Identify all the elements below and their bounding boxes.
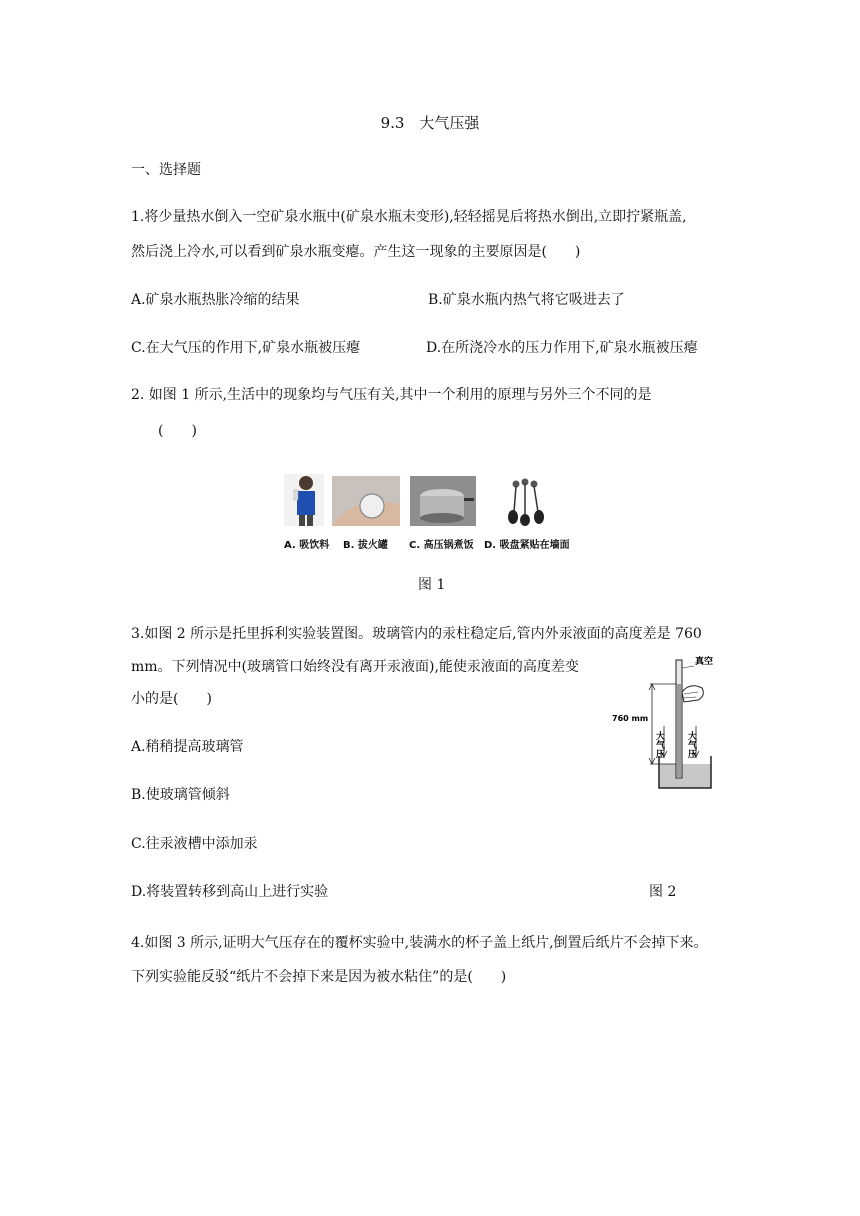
q3-option-d: D.将装置转移到高山上进行实验 <box>131 884 329 900</box>
q1-option-d: D.在所浇冷水的压力作用下,矿泉水瓶被压瘪 <box>426 340 698 356</box>
figure-2-torricelli-diagram <box>612 652 718 796</box>
q4-stem-line1: 4.如图 3 所示,证明大气压存在的覆杯实验中,装满水的杯子盖上纸片,倒置后纸片不会掉下来。 <box>131 935 708 951</box>
pressure-label-outside: 大气压 <box>686 731 696 758</box>
q1-stem-line2: 然后浇上冷水,可以看到矿泉水瓶变瘪。产生这一现象的主要原因是( ) <box>131 244 581 260</box>
page-title: 9.3 大气压强 <box>380 114 480 132</box>
section-heading: 一、选择题 <box>131 162 201 178</box>
figure-1-label-a: A. 吸饮料 <box>284 540 330 551</box>
q1-option-a: A.矿泉水瓶热胀冷缩的结果 <box>131 292 300 308</box>
q3-option-c: C.往汞液槽中添加汞 <box>131 836 258 852</box>
pressure-label-inside: 大气压 <box>654 731 664 758</box>
height-label: 760 mm <box>612 714 649 723</box>
q3-stem-line3: 小的是( ) <box>131 691 212 707</box>
q4-stem-line2: 下列实验能反驳“纸片不会掉下来是因为被水粘住”的是( ) <box>131 969 507 985</box>
photo-pressure-cooker-icon <box>410 476 476 526</box>
figure-1-label-c: C. 高压锅煮饭 <box>409 540 474 551</box>
figure-1-label-d: D. 吸盘紧贴在墙面 <box>484 540 570 551</box>
photo-suction-hooks-icon <box>484 476 580 526</box>
q3-option-a: A.稍稍提高玻璃管 <box>131 739 244 755</box>
figure-2-caption: 图 2 <box>649 884 677 900</box>
q3-stem-line2: mm。下列情况中(玻璃管口始终没有离开汞液面),能使汞液面的高度差变 <box>131 659 579 675</box>
photo-drinking-icon <box>284 474 324 526</box>
figure-1-label-b: B. 拔火罐 <box>343 540 388 551</box>
q2-stem-line2: ( ) <box>158 423 197 439</box>
q3-stem-line1: 3.如图 2 所示是托里拆利实验装置图。玻璃管内的汞柱稳定后,管内外汞液面的高度差是 760 <box>131 626 702 642</box>
photo-cupping-icon <box>332 476 400 526</box>
q1-stem-line1: 1.将少量热水倒入一空矿泉水瓶中(矿泉水瓶未变形),轻轻摇晃后将热水倒出,立即拧紧瓶盖, <box>131 209 687 225</box>
q3-option-b: B.使玻璃管倾斜 <box>131 787 230 803</box>
vacuum-label: 真空 <box>695 657 714 667</box>
q1-option-c: C.在大气压的作用下,矿泉水瓶被压瘪 <box>131 340 361 356</box>
q1-option-b: B.矿泉水瓶内热气将它吸进去了 <box>428 292 625 308</box>
figure-1-caption: 图 1 <box>418 577 446 593</box>
q2-stem-line1: 2. 如图 1 所示,生活中的现象均与气压有关,其中一个利用的原理与另外三个不同的是 <box>131 387 652 403</box>
